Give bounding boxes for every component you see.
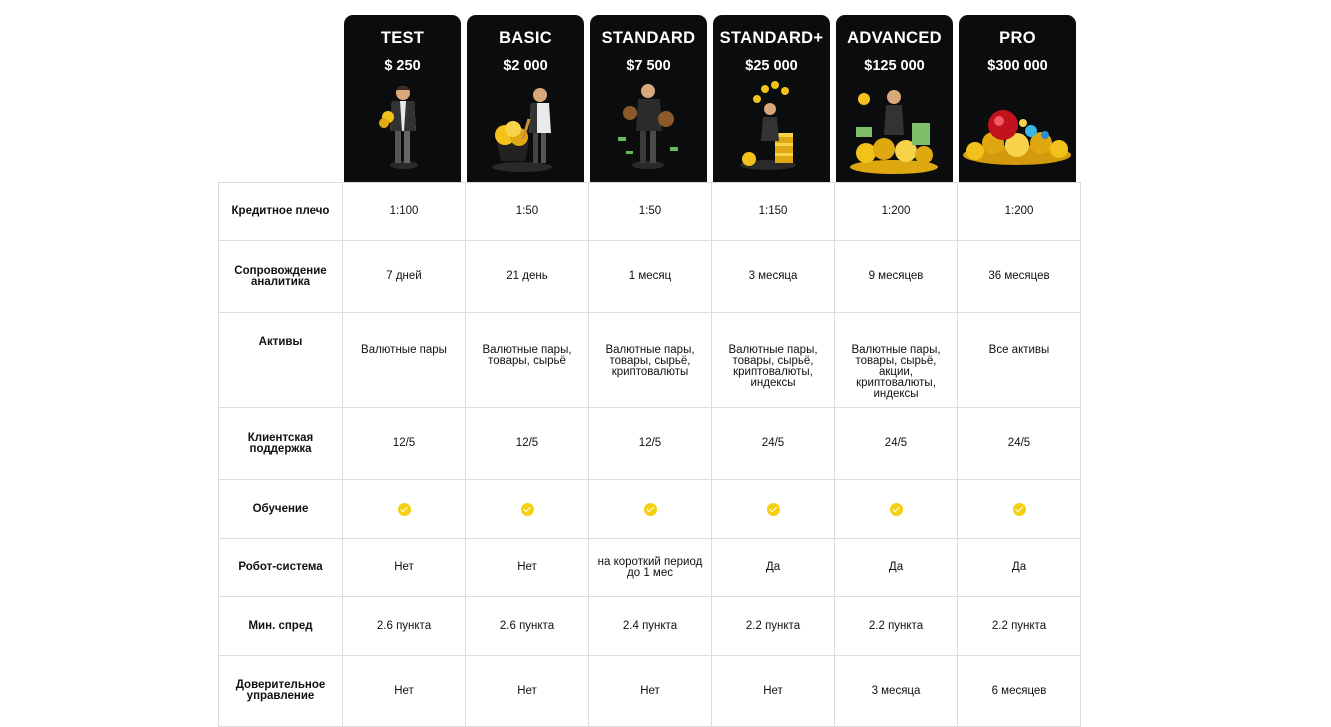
check-icon	[521, 503, 534, 516]
cell-value	[343, 480, 466, 539]
check-icon	[644, 503, 657, 516]
cell-value: 1:200	[958, 183, 1081, 241]
cell-value: 7 дней	[343, 241, 466, 313]
plan-price: $125 000	[864, 58, 925, 74]
check-icon	[890, 503, 903, 516]
row-label: Клиентская поддержка	[219, 408, 343, 480]
cell-value: 1:200	[835, 183, 958, 241]
cell-value: 1:100	[343, 183, 466, 241]
cell-value: Да	[712, 539, 835, 597]
cell-value: 2.2 пункта	[958, 597, 1081, 656]
cell-value: Нет	[589, 656, 712, 727]
row-label: Сопровождение аналитика	[219, 241, 343, 313]
cell-value: 6 месяцев	[958, 656, 1081, 727]
row-label: Доверительное управление	[219, 656, 343, 727]
plan-price: $ 250	[384, 58, 421, 74]
plan-name: BASIC	[499, 29, 552, 47]
plan-card-basic[interactable]	[467, 15, 584, 182]
cell-value: 2.4 пункта	[589, 597, 712, 656]
cell-value: 1:50	[466, 183, 589, 241]
businessman-on-money-pile-icon	[836, 79, 953, 179]
cell-value: 24/5	[835, 408, 958, 480]
cell-value	[958, 480, 1081, 539]
cell-value: Валютные пары, товары, сырьё, криптовалюты, индексы	[712, 313, 835, 408]
table-row	[219, 480, 1081, 539]
row-label: Обучение	[219, 480, 343, 539]
row-label: Мин. спред	[219, 597, 343, 656]
plan-name: PRO	[999, 29, 1036, 47]
plan-price: $300 000	[987, 58, 1048, 74]
cell-value: Нет	[712, 656, 835, 727]
plan-card-test[interactable]	[344, 15, 461, 182]
cell-value	[589, 480, 712, 539]
cell-value	[466, 480, 589, 539]
table-row	[219, 597, 1081, 656]
table-row	[219, 408, 1081, 480]
cell-value: 21 день	[466, 241, 589, 313]
cell-value: 12/5	[343, 408, 466, 480]
cell-value: 9 месяцев	[835, 241, 958, 313]
cell-value: на короткий период до 1 мес	[589, 539, 712, 597]
table-row	[219, 241, 1081, 313]
cell-value	[712, 480, 835, 539]
cell-value: 1 месяц	[589, 241, 712, 313]
check-icon	[398, 503, 411, 516]
table-row	[219, 656, 1081, 727]
plan-price: $25 000	[745, 58, 798, 74]
plan-card-advanced[interactable]	[836, 15, 953, 182]
check-icon	[1013, 503, 1026, 516]
plan-name: STANDARD	[601, 29, 696, 47]
cell-value	[835, 480, 958, 539]
plan-card-pro[interactable]	[959, 15, 1076, 182]
cell-value: 3 месяца	[712, 241, 835, 313]
cell-value: 1:50	[589, 183, 712, 241]
table-row	[219, 313, 1081, 408]
plan-name: STANDARD+	[719, 29, 824, 47]
cell-value: 2.6 пункта	[343, 597, 466, 656]
cell-value: Да	[835, 539, 958, 597]
check-icon	[767, 503, 780, 516]
cell-value: Нет	[466, 539, 589, 597]
businessman-on-coin-stack-icon	[713, 79, 830, 179]
cell-value: Нет	[343, 656, 466, 727]
treasure-gems-and-gold-icon	[959, 79, 1076, 179]
cell-value: Нет	[466, 656, 589, 727]
plan-card-standard-plus[interactable]	[713, 15, 830, 182]
plan-price: $2 000	[503, 58, 548, 74]
businessman-pushing-coin-cart-icon	[467, 79, 584, 179]
cell-value: 36 месяцев	[958, 241, 1081, 313]
cell-value: 24/5	[712, 408, 835, 480]
plan-card-standard[interactable]	[590, 15, 707, 182]
cell-value: 12/5	[466, 408, 589, 480]
row-label: Активы	[219, 313, 343, 408]
cell-value: Валютные пары, товары, сырьё, криптовалюты	[589, 313, 712, 408]
businessman-holding-coins-icon	[344, 79, 461, 179]
plan-name: ADVANCED	[847, 29, 942, 47]
cell-value: 2.2 пункта	[712, 597, 835, 656]
cell-value: Нет	[343, 539, 466, 597]
cell-value: Валютные пары, товары, сырьё, акции, криптовалюты, индексы	[835, 313, 958, 408]
cell-value: 1:150	[712, 183, 835, 241]
cell-value: 12/5	[589, 408, 712, 480]
cell-value: Да	[958, 539, 1081, 597]
businessman-with-money-bags-icon	[590, 79, 707, 179]
table-row	[219, 539, 1081, 597]
cell-value: 3 месяца	[835, 656, 958, 727]
row-label: Робот-система	[219, 539, 343, 597]
plan-name: TEST	[380, 29, 425, 47]
cell-value: Все активы	[958, 313, 1081, 408]
cell-value: 24/5	[958, 408, 1081, 480]
row-label: Кредитное плечо	[219, 183, 343, 241]
plan-price: $7 500	[626, 58, 671, 74]
cell-value: 2.2 пункта	[835, 597, 958, 656]
cell-value: Валютные пары	[343, 313, 466, 408]
cell-value: 2.6 пункта	[466, 597, 589, 656]
cell-value: Валютные пары, товары, сырьё	[466, 313, 589, 408]
comparison-table	[218, 182, 1081, 727]
table-row	[219, 183, 1081, 241]
